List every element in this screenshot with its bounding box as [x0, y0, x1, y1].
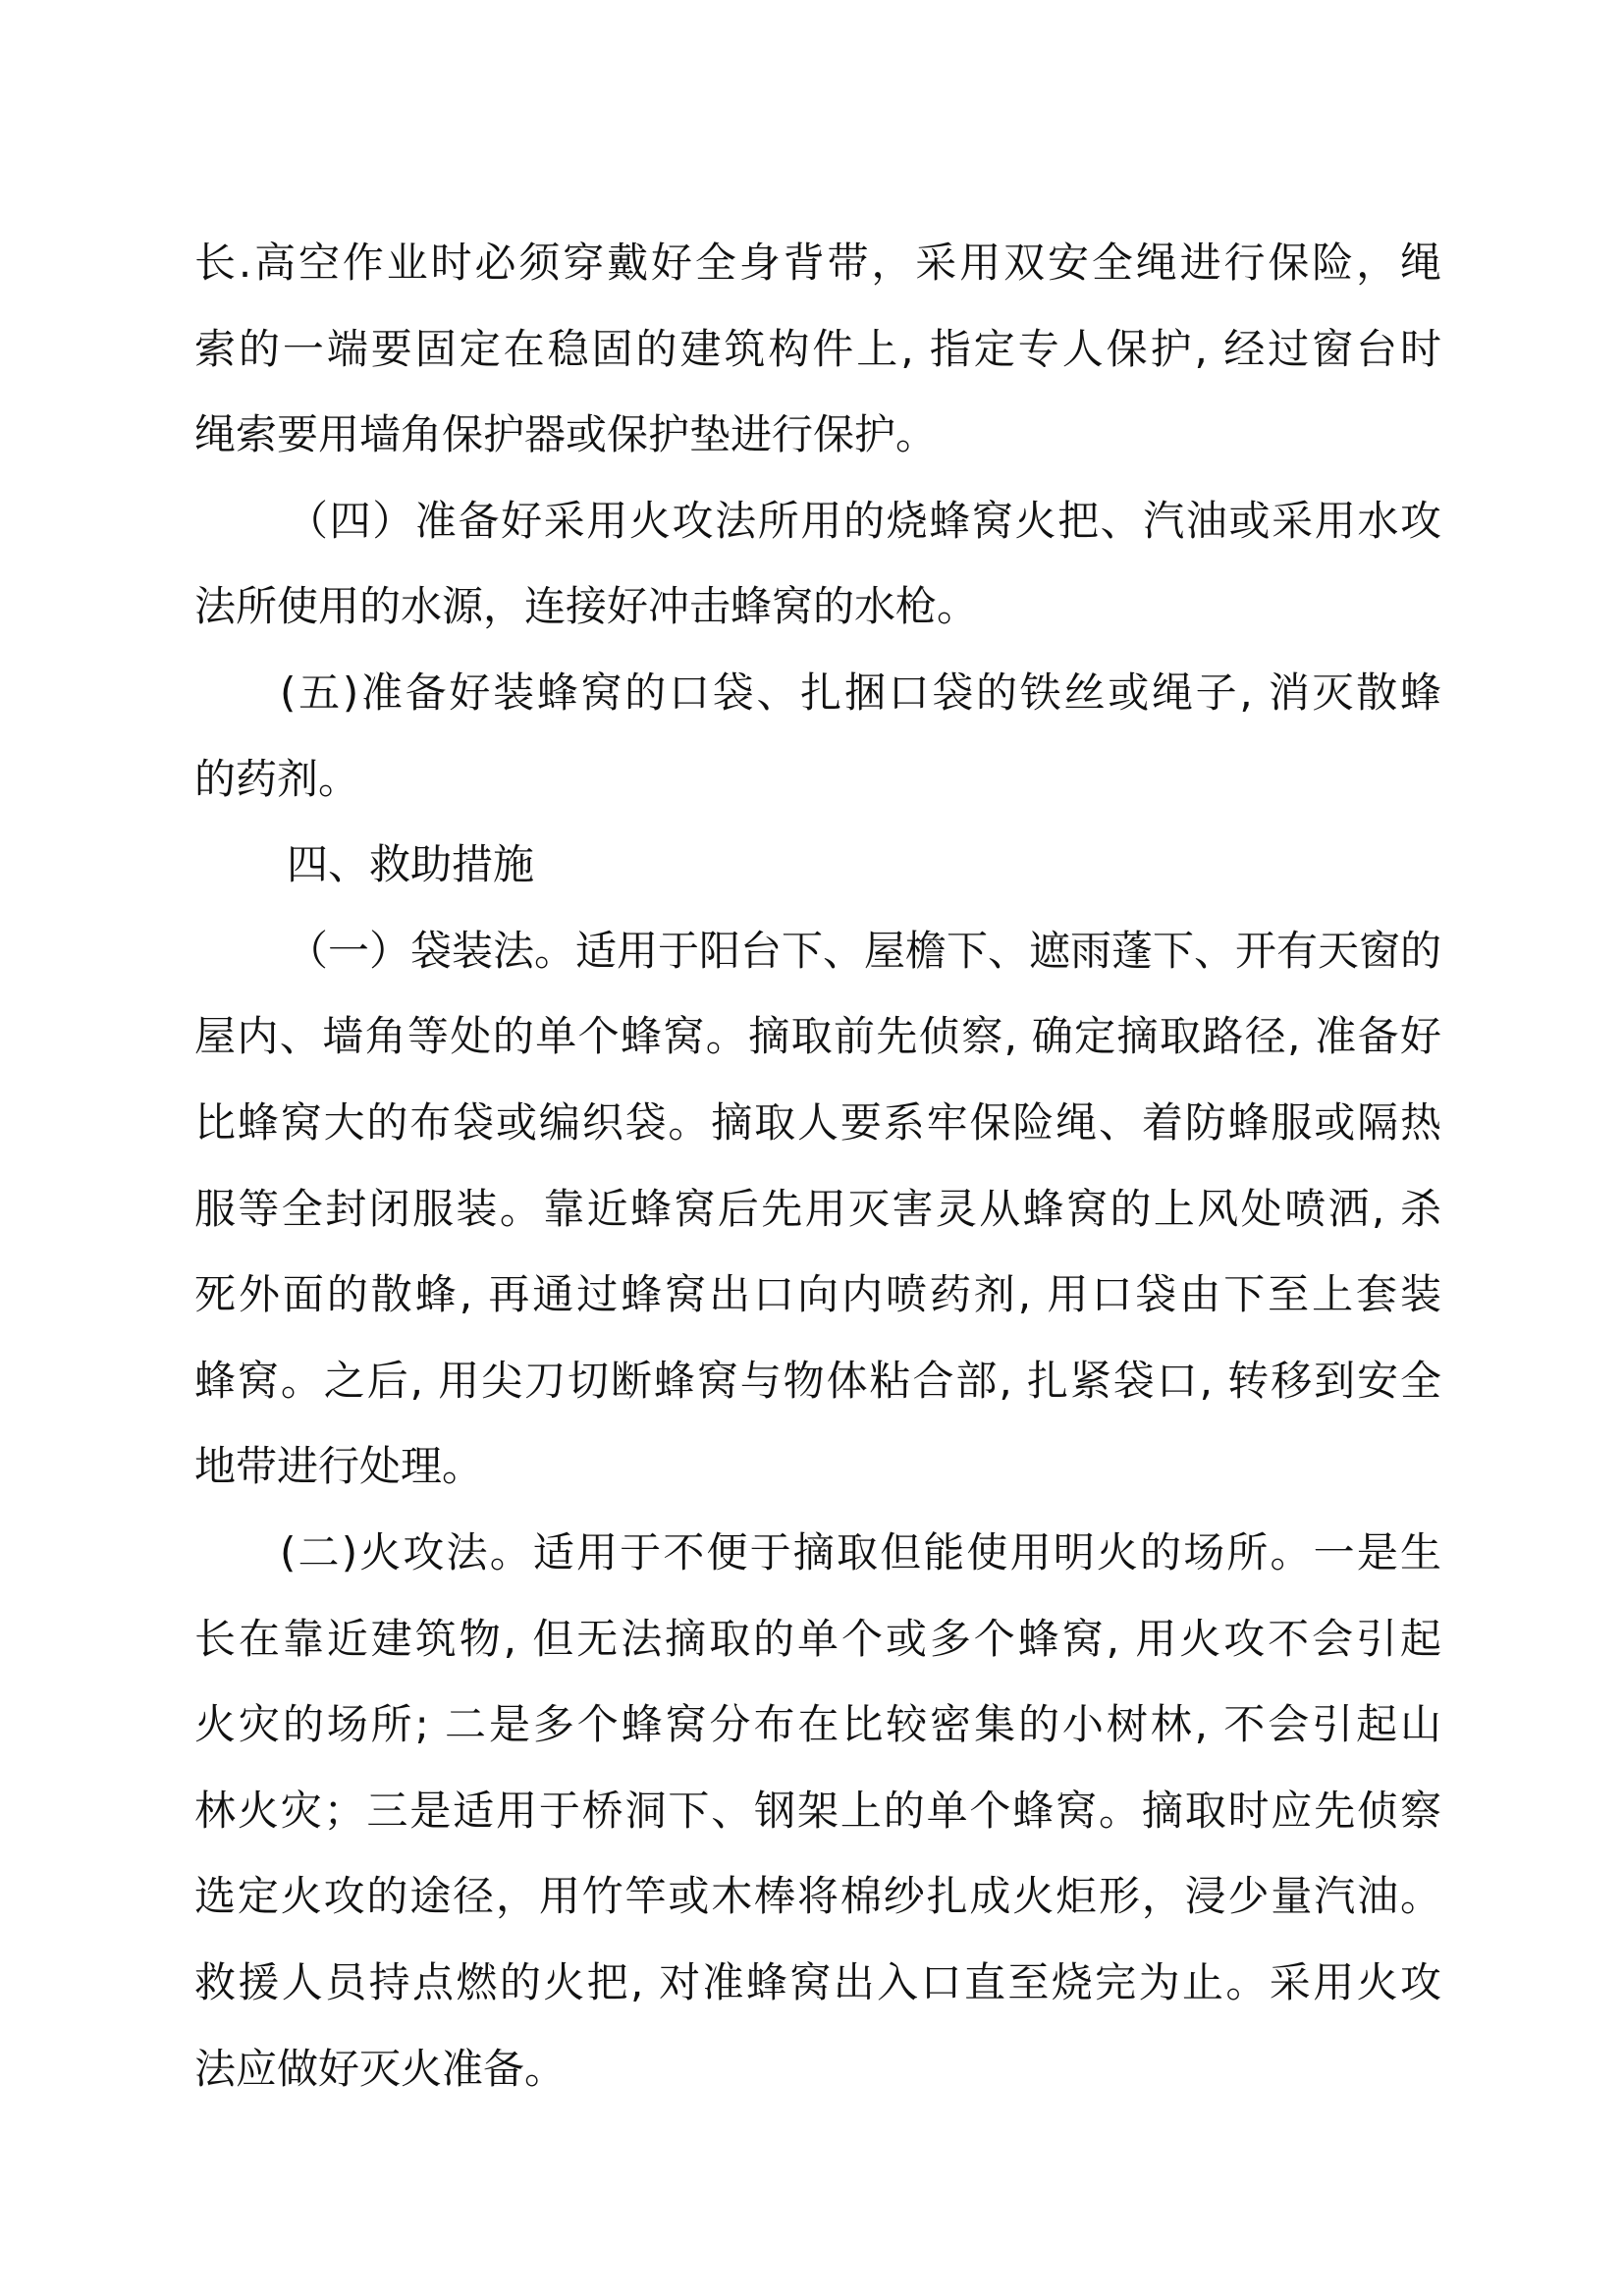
text-line: 屋内、墙角等处的单个蜂窝。摘取前先侦察, 确定摘取路径, 准备好: [194, 1012, 1441, 1061]
text-line: 地带进行处理。: [194, 1442, 484, 1491]
text-line: 的药剂。: [194, 754, 360, 803]
text-line: 蜂窝。之后, 用尖刀切断蜂窝与物体粘合部, 扎紧袋口, 转移到安全: [194, 1356, 1441, 1405]
text-line: 选定火攻的途径，用竹竿或木棒将棉纱扎成火炬形，浸少量汽油。: [194, 1872, 1441, 1921]
text-line: （四）准备好采用火攻法所用的烧蜂窝火把、汽油或采用水攻: [287, 496, 1441, 545]
text-line: 长在靠近建筑物, 但无法摘取的单个或多个蜂窝, 用火攻不会引起: [194, 1614, 1441, 1663]
text-line: 服等全封闭服装。靠近蜂窝后先用灭害灵从蜂窝的上风处喷洒, 杀: [194, 1184, 1441, 1233]
text-line: 索的一端要固定在稳固的建筑构件上, 指定专人保护, 经过窗台时: [194, 324, 1441, 373]
text-line: 林火灾；三是适用于桥洞下、钢架上的单个蜂窝。摘取时应先侦察: [194, 1786, 1441, 1835]
text-line: 死外面的散蜂, 再通过蜂窝出口向内喷药剂, 用口袋由下至上套装: [194, 1270, 1441, 1319]
text-line: （一）袋装法。适用于阳台下、屋檐下、遮雨蓬下、开有天窗的: [287, 926, 1442, 975]
text-line: 救援人员持点燃的火把, 对准蜂窝出入口直至烧完为止。采用火攻: [194, 1958, 1441, 2006]
text-line: (五)准备好装蜂窝的口袋、扎捆口袋的铁丝或绳子, 消灭散蜂: [280, 668, 1441, 717]
text-line: 法所使用的水源，连接好冲击蜂窝的水枪。: [194, 582, 979, 631]
text-line: 比蜂窝大的布袋或编织袋。摘取人要系牢保险绳、着防蜂服或隔热: [194, 1098, 1441, 1147]
section-heading: 四、救助措施: [287, 840, 535, 889]
text-line: 火灾的场所; 二是多个蜂窝分布在比较密集的小树林, 不会引起山: [194, 1700, 1441, 1749]
text-line: 绳索要用墙角保护器或保护垫进行保护。: [194, 410, 938, 459]
text-line: 长.高空作业时必须穿戴好全身背带，采用双安全绳进行保险，绳: [194, 239, 1441, 287]
text-line: 法应做好灭火准备。: [194, 2044, 567, 2093]
text-line: (二)火攻法。适用于不便于摘取但能使用明火的场所。一是生: [280, 1528, 1441, 1576]
